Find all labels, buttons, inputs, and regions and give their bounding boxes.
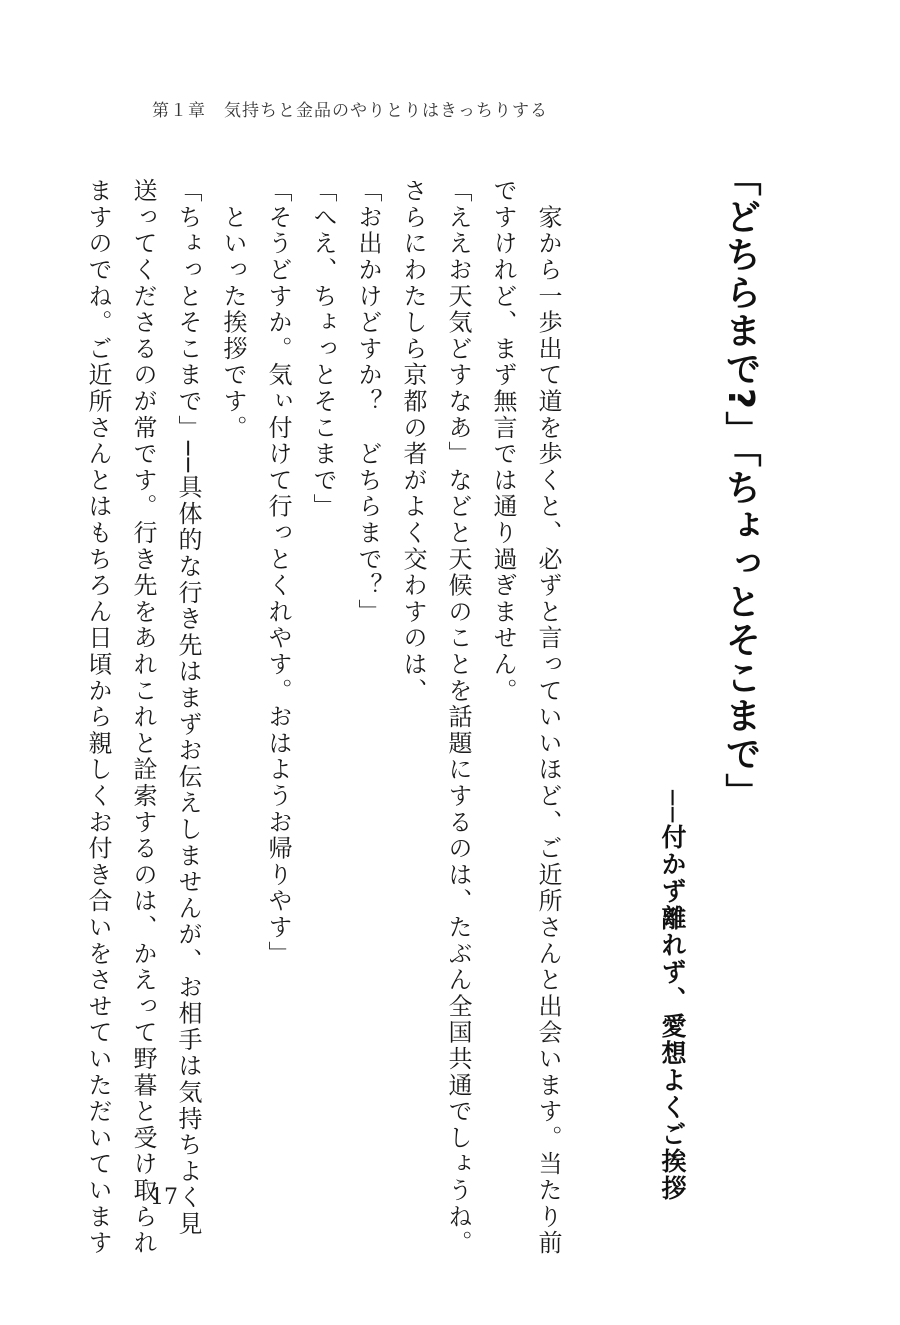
body-line: 送ってくださるのが常です。行き先をあれこれと詮索するのは、かえって野暮と受け取られ xyxy=(129,178,157,1257)
body-line: 家から一歩出て道を歩くと、必ずと言っていいほど、ご近所さんと出会います。当たり前 xyxy=(534,178,562,1257)
running-header: 第１章 気持ちと金品のやりとりはきっちりする xyxy=(152,101,548,121)
body-line: ますのでね。ご近所さんとはもちろん日頃から親しくお付き合いをさせていただいています xyxy=(84,178,112,1257)
page-number: 17 xyxy=(150,1185,178,1210)
body-line: 「ええお天気どすなあ」などと天候のことを話題にするのは、たぶん全国共通でしょうね。 xyxy=(444,178,472,1257)
body-line: 「お出かけどすか？ どちらまで？」 xyxy=(354,178,382,626)
body-line: さらにわたしら京都の者がよく交わすのは、 xyxy=(399,178,427,704)
body-line: ですけれど、まず無言では通り過ぎません。 xyxy=(489,178,517,704)
section-subtitle: ──付かず離れず、愛想よくご挨拶 xyxy=(658,790,687,1203)
section-title: 「どちらまで?」「ちょっとそこまで」 xyxy=(720,160,761,811)
body-line: といった挨拶です。 xyxy=(219,178,247,441)
body-line: 「ちょっとそこまで」──具体的な行き先はまずお伝えしませんが、お相手は気持ちよく見 xyxy=(174,178,202,1238)
body-line: 「そうどすか。気ぃ付けて行っとくれやす。おはようお帰りやす」 xyxy=(264,178,292,967)
body-line: 「へえ、ちょっとそこまで」 xyxy=(309,178,337,520)
